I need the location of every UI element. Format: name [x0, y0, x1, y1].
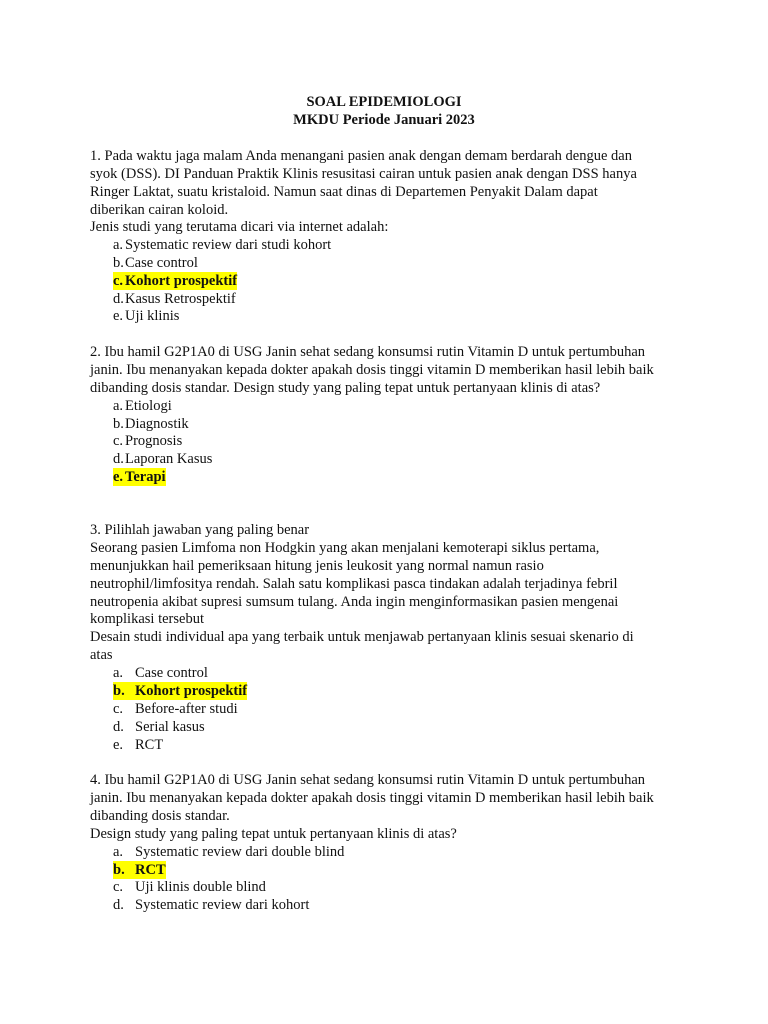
option-text: Kohort prospektif: [135, 683, 248, 699]
option-text: Kasus Retrospektif: [125, 291, 236, 307]
q2-text-line: 2. Ibu hamil G2P1A0 di USG Janin sehat sedang konsumsi rutin Vitamin D untuk pertumbuhan: [90, 344, 646, 360]
q4-option-a: [113, 843, 344, 861]
option-letter: e.: [113, 737, 124, 753]
option-letter: c.: [113, 273, 124, 289]
option-letter: c.: [113, 879, 124, 895]
q1-text-line: syok (DSS). DI Panduan Praktik Klinis resusitasi cairan untuk pasien anak dengan DSS hanya: [90, 166, 637, 182]
option-text: Uji klinis: [125, 308, 180, 324]
q3-option-e: [113, 736, 163, 754]
option-text: Case control: [125, 255, 198, 271]
option-letter: c.: [113, 701, 124, 717]
option-text: Systematic review dari double blind: [135, 844, 345, 860]
q3-option-b-answer: [113, 682, 247, 700]
q3-text-line: neutrophil/limfositya rendah. Salah satu komplikasi pasca tindakan adalah terjadinya febril: [90, 576, 618, 592]
q3-option-d: [113, 718, 205, 736]
option-letter: b.: [113, 862, 125, 878]
q1-option-e: [113, 307, 179, 325]
option-letter: e.: [113, 469, 124, 485]
option-text: Systematic review dari kohort: [135, 897, 310, 913]
q3-option-c: [113, 700, 238, 718]
q1-text-line: diberikan cairan koloid.: [90, 202, 229, 218]
option-text: Etiologi: [125, 398, 172, 414]
option-letter: a.: [113, 237, 124, 253]
option-text: Prognosis: [125, 433, 183, 449]
q1-option-a: [113, 236, 331, 254]
q4-text-line: dibanding dosis standar.: [90, 808, 230, 824]
option-text: Serial kasus: [135, 719, 205, 735]
page-title: SOAL EPIDEMIOLOGI: [306, 94, 462, 110]
q3-text-line: 3. Pilihlah jawaban yang paling benar: [90, 522, 310, 538]
q4-option-c: [113, 878, 266, 896]
option-letter: d.: [113, 897, 124, 913]
option-letter: d.: [113, 291, 124, 307]
q1-option-c-answer: [113, 272, 237, 290]
option-letter: d.: [113, 451, 124, 467]
q2-text-line: janin. Ibu menanyakan kepada dokter apakah dosis tinggi vitamin D memberikan hasil lebih baik: [90, 362, 654, 378]
q4-text-line: Design study yang paling tepat untuk pertanyaan klinis di atas?: [90, 826, 457, 842]
option-text: Uji klinis double blind: [135, 879, 266, 895]
q1-option-d: [113, 290, 236, 308]
option-letter: b.: [113, 255, 124, 271]
option-letter: a.: [113, 665, 124, 681]
q3-text-line: atas: [90, 647, 113, 663]
q4-option-b-answer: [113, 861, 166, 879]
option-text: Terapi: [125, 469, 166, 485]
q1-option-b: [113, 254, 198, 272]
q3-text-line: menunjukkan hail pemeriksaan hitung jenis leukosit yang normal namun rasio: [90, 558, 544, 574]
q2-option-c: [113, 432, 182, 450]
q4-text-line: 4. Ibu hamil G2P1A0 di USG Janin sehat sedang konsumsi rutin Vitamin D untuk pertumbuhan: [90, 772, 646, 788]
option-text: Kohort prospektif: [125, 273, 238, 289]
page-subtitle: MKDU Periode Januari 2023: [293, 112, 475, 128]
q3-text-line: komplikasi tersebut: [90, 611, 204, 627]
q4-text-line: janin. Ibu menanyakan kepada dokter apakah dosis tinggi vitamin D memberikan hasil lebih baik: [90, 790, 654, 806]
q3-text-line: Seorang pasien Limfoma non Hodgkin yang akan menjalani kemoterapi siklus pertama,: [90, 540, 600, 556]
option-letter: a.: [113, 398, 124, 414]
q2-option-b: [113, 415, 189, 433]
q3-text-line: neutropenia akibat supresi sumsum tulang. Anda ingin menginformasikan pasien mengenai: [90, 594, 619, 610]
option-letter: c.: [113, 433, 124, 449]
option-text: Before-after studi: [135, 701, 238, 717]
q3-text-line: Desain studi individual apa yang terbaik untuk menjawab pertanyaan klinis sesuai skenario di: [90, 629, 634, 645]
option-letter: b.: [113, 683, 125, 699]
q4-option-d: [113, 896, 309, 914]
q2-option-a: [113, 397, 172, 415]
q1-text-line: Jenis studi yang terutama dicari via internet adalah:: [90, 219, 389, 235]
q2-option-e-answer: [113, 468, 166, 486]
q1-text-line: Ringer Laktat, suatu kristaloid. Namun saat dinas di Departemen Penyakit Dalam dapat: [90, 184, 598, 200]
option-letter: b.: [113, 416, 124, 432]
option-letter: e.: [113, 308, 124, 324]
q2-option-d: [113, 450, 212, 468]
option-text: Case control: [135, 665, 208, 681]
option-text: Systematic review dari studi kohort: [125, 237, 332, 253]
q3-option-a: [113, 664, 208, 682]
option-letter: d.: [113, 719, 124, 735]
option-text: Diagnostik: [125, 416, 189, 432]
q2-text-line: dibanding dosis standar. Design study yang paling tepat untuk pertanyaan klinis di atas?: [90, 380, 601, 396]
option-letter: a.: [113, 844, 124, 860]
option-text: Laporan Kasus: [125, 451, 213, 467]
option-text: RCT: [135, 862, 166, 878]
option-text: RCT: [135, 737, 164, 753]
q1-text-line: 1. Pada waktu jaga malam Anda menangani pasien anak dengan demam berdarah dengue dan: [90, 148, 632, 164]
